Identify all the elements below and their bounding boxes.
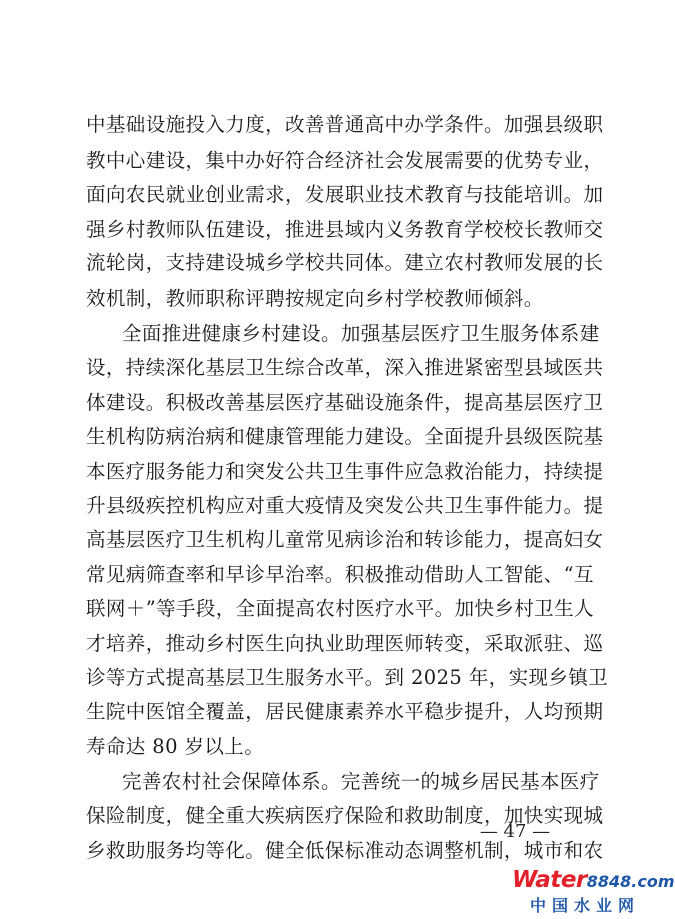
watermark-logo — [512, 867, 675, 915]
body-line: 乡救助服务均等化。健全低保标准动态调整机制，城市和农 — [86, 839, 604, 862]
paragraph-first-line: 全面推进健康乡村建设。加强基层医疗卫生服务体系建 — [122, 322, 600, 345]
body-line: 设，持续深化基层卫生综合改革，深入推进紧密型县域医共 — [86, 356, 604, 379]
body-line: 常见病筛查率和早诊早治率。积极推动借助人工智能、“互 — [86, 563, 594, 586]
body-line: 强乡村教师队伍建设，推进县域内义务教育学校校长教师交 — [86, 218, 604, 241]
body-line: 中基础设施投入力度，改善普通高中办学条件。加强县级职 — [86, 113, 604, 136]
body-line: 面向农民就业创业需求，发展职业技术教育与技能培训。加 — [86, 183, 604, 206]
body-line: 本医疗服务能力和突发公共卫生事件应急救治能力，持续提 — [86, 460, 604, 483]
watermark-chinese-name: 中国水业网 — [530, 896, 641, 915]
body-line: 升县级疾控机构应对重大疫情及突发公共卫生事件能力。提 — [86, 494, 604, 517]
body-line: 生院中医馆全覆盖，居民健康素养水平稳步提升，人均预期 — [86, 700, 604, 723]
body-line: 高基层医疗卫生机构儿童常见病诊治和转诊能力，提高妇女 — [86, 528, 604, 551]
body-line: 寿命达 80 岁以上。 — [86, 735, 265, 758]
body-line: 教中心建设，集中办好符合经济社会发展需要的优势专业， — [86, 149, 604, 172]
page-number: — 47 — — [479, 821, 551, 842]
body-line: 诊等方式提高基层卫生服务水平。到 2025 年，实现乡镇卫 — [86, 666, 609, 689]
watermark-brand-word: Water — [512, 867, 587, 893]
body-line: 联网＋”等手段，全面提高农村医疗水平。加快乡村卫生人 — [86, 597, 594, 620]
watermark-brand — [512, 867, 675, 893]
body-line: 效机制，教师职称评聘按规定向乡村学校教师倾斜。 — [86, 287, 544, 310]
paragraph-first-line: 完善农村社会保障体系。完善统一的城乡居民基本医疗 — [122, 770, 600, 793]
body-line: 才培养，推动乡村医生向执业助理医师转变，采取派驻、巡 — [86, 632, 604, 655]
body-line: 保险制度，健全重大疾病医疗保险和救助制度，加快实现城 — [86, 804, 604, 827]
watermark-brand-number: 8848 — [586, 872, 632, 891]
body-line: 体建设。积极改善基层医疗基础设施条件，提高基层医疗卫 — [86, 391, 604, 414]
watermark-brand-suffix: .com — [631, 872, 675, 891]
body-line: 生机构防病治病和健康管理能力建设。全面提升县级医院基 — [86, 425, 604, 448]
body-line: 流轮岗，支持建设城乡学校共同体。建立农村教师发展的长 — [86, 251, 604, 274]
